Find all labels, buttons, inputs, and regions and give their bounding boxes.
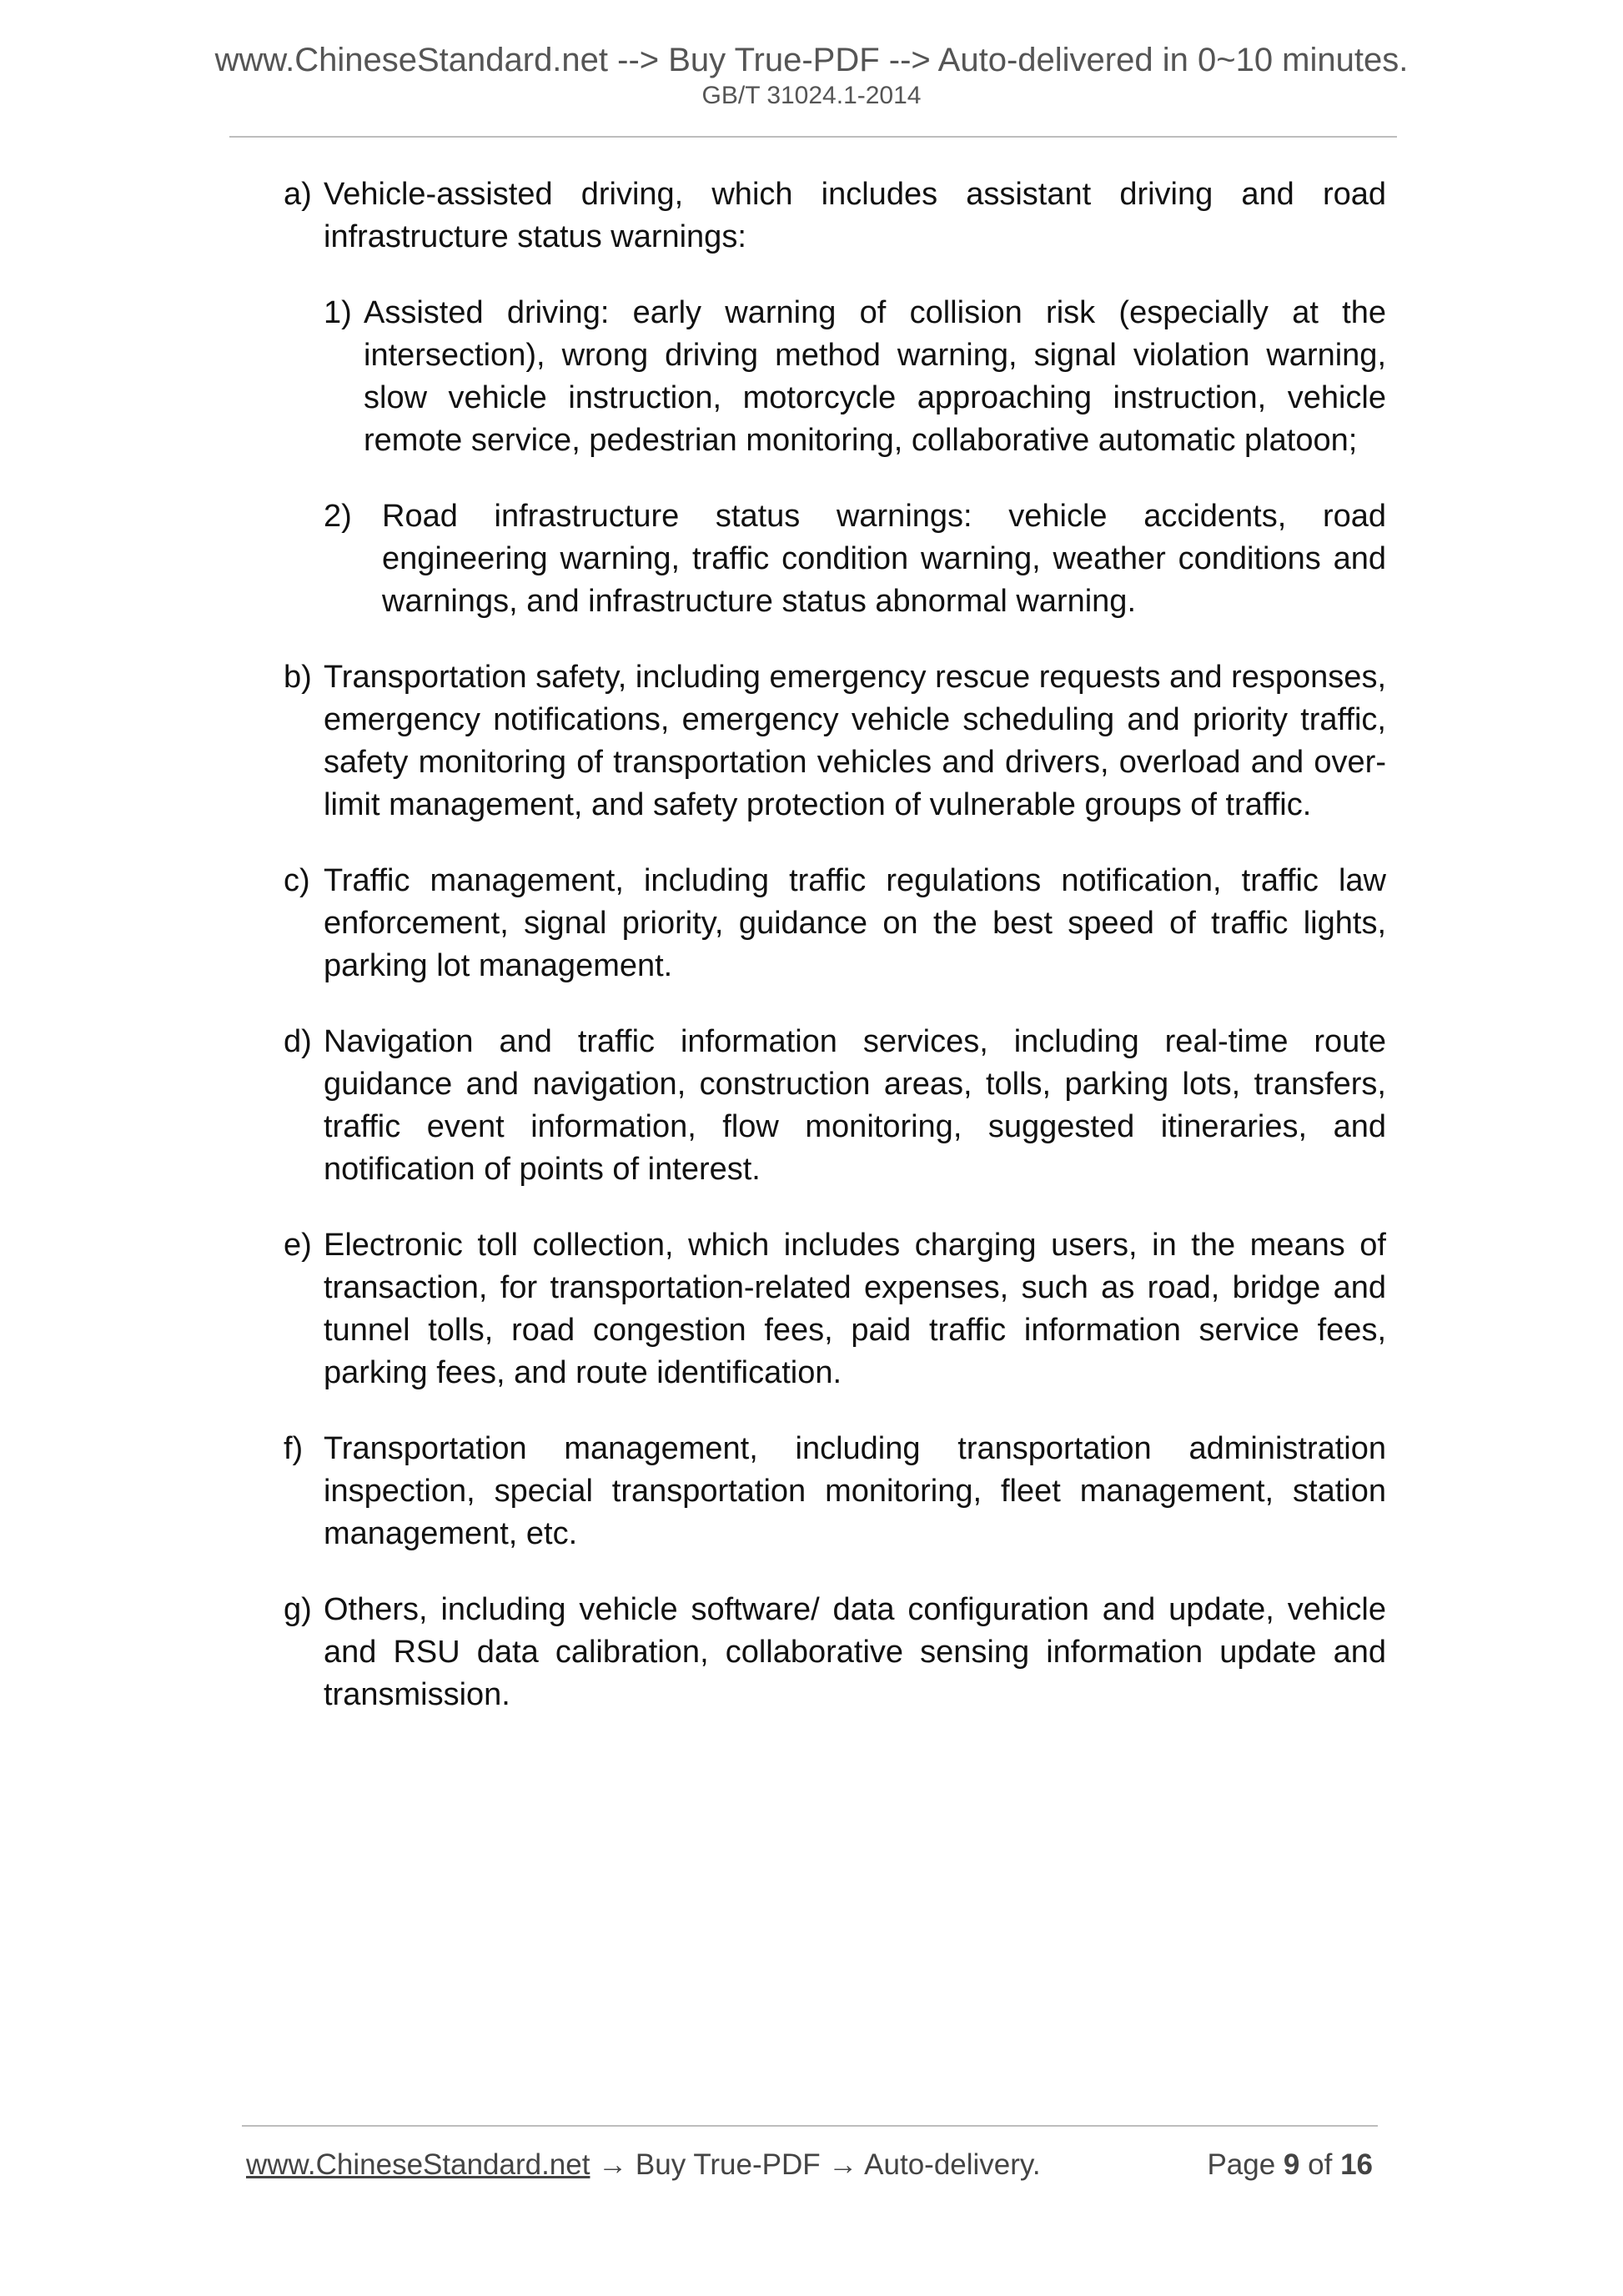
list-item-text: Transportation safety, including emergency rescue requests and responses, emergency notifications, emergency vehicle scheduling and priority traffic, safety monitoring of transportation vehicles and drivers, overload and over-limit management, and safety protection of vulnerable groups of traffic. bbox=[324, 660, 1386, 822]
document-code: GB/T 31024.1-2014 bbox=[701, 82, 922, 109]
list-item-g bbox=[284, 1589, 1386, 1716]
page-label: Page bbox=[1207, 2148, 1276, 2181]
sub-item-text: Assisted driving: early warning of collision risk (especially at the intersection), wrong driving method warning, signal violation warning, slow vehicle instruction, motorcycle approaching instruction, vehicle remote service, pedestrian monitoring, collaborative automatic platoon; bbox=[364, 295, 1386, 458]
footer-site-link[interactable]: www.ChineseStandard.net bbox=[246, 2148, 590, 2181]
page-indicator bbox=[1207, 2148, 1373, 2182]
sub-list-a bbox=[324, 292, 1386, 623]
total-pages: 16 bbox=[1340, 2148, 1373, 2181]
list-marker: e) bbox=[284, 1228, 312, 1263]
list-item-c bbox=[284, 860, 1386, 987]
list-marker: d) bbox=[284, 1024, 312, 1059]
list-marker: b) bbox=[284, 660, 312, 695]
sub-item-1 bbox=[324, 292, 1386, 462]
sub-item-text: Road infrastructure status warnings: vehicle accidents, road engineering warning, traffic condition warning, weather conditions and warnings, and infrastructure status abnormal warning. bbox=[382, 499, 1386, 619]
list-item-text: Transportation management, including transportation administration inspection, special transportation monitoring, fleet management, station management, etc. bbox=[324, 1431, 1386, 1551]
list-item-f bbox=[284, 1428, 1386, 1555]
list-item-text: Others, including vehicle software/ data configuration and update, vehicle and RSU data calibration, collaborative sensing information update and transmission. bbox=[324, 1592, 1386, 1712]
list-item-d bbox=[284, 1021, 1386, 1191]
sub-item-2 bbox=[324, 495, 1386, 623]
list-item-e bbox=[284, 1224, 1386, 1394]
header-divider bbox=[229, 136, 1397, 138]
sub-list-marker: 2) bbox=[324, 499, 352, 534]
list-item-a bbox=[284, 173, 1386, 259]
list-marker: g) bbox=[284, 1592, 312, 1627]
footer-divider bbox=[242, 2125, 1378, 2127]
list-item-text: Vehicle-assisted driving, which includes assistant driving and road infrastructure status warnings: bbox=[324, 177, 1386, 254]
list-marker: a) bbox=[284, 177, 312, 212]
list-item-text: Electronic toll collection, which includes charging users, in the means of transaction, for transportation-related expenses, such as road, bridge and tunnel tolls, road congestion fees, paid traffic information service fees, parking fees, and route identification. bbox=[324, 1228, 1386, 1390]
footer-tagline: → Buy True-PDF → Auto-delivery. bbox=[590, 2148, 1041, 2181]
sub-list-marker: 1) bbox=[324, 295, 352, 330]
list-marker: f) bbox=[284, 1431, 304, 1466]
footer-left bbox=[246, 2148, 1041, 2182]
of-label: of bbox=[1308, 2148, 1333, 2181]
page-number: 9 bbox=[1283, 2148, 1300, 2181]
document-body bbox=[284, 173, 1386, 1750]
list-marker: c) bbox=[284, 863, 310, 898]
list-item-text: Traffic management, including traffic regulations notification, traffic law enforcement, signal priority, guidance on the best speed of traffic lights, parking lot management. bbox=[324, 863, 1386, 983]
list-item-text: Navigation and traffic information services, including real-time route guidance and navigation, construction areas, tolls, parking lots, transfers, traffic event information, flow monitoring, suggested itineraries, and notification of points of interest. bbox=[324, 1024, 1386, 1187]
top-banner: www.ChineseStandard.net --> Buy True-PDF --> Auto-delivered in 0~10 minutes. bbox=[214, 42, 1409, 78]
list-item-b bbox=[284, 656, 1386, 826]
